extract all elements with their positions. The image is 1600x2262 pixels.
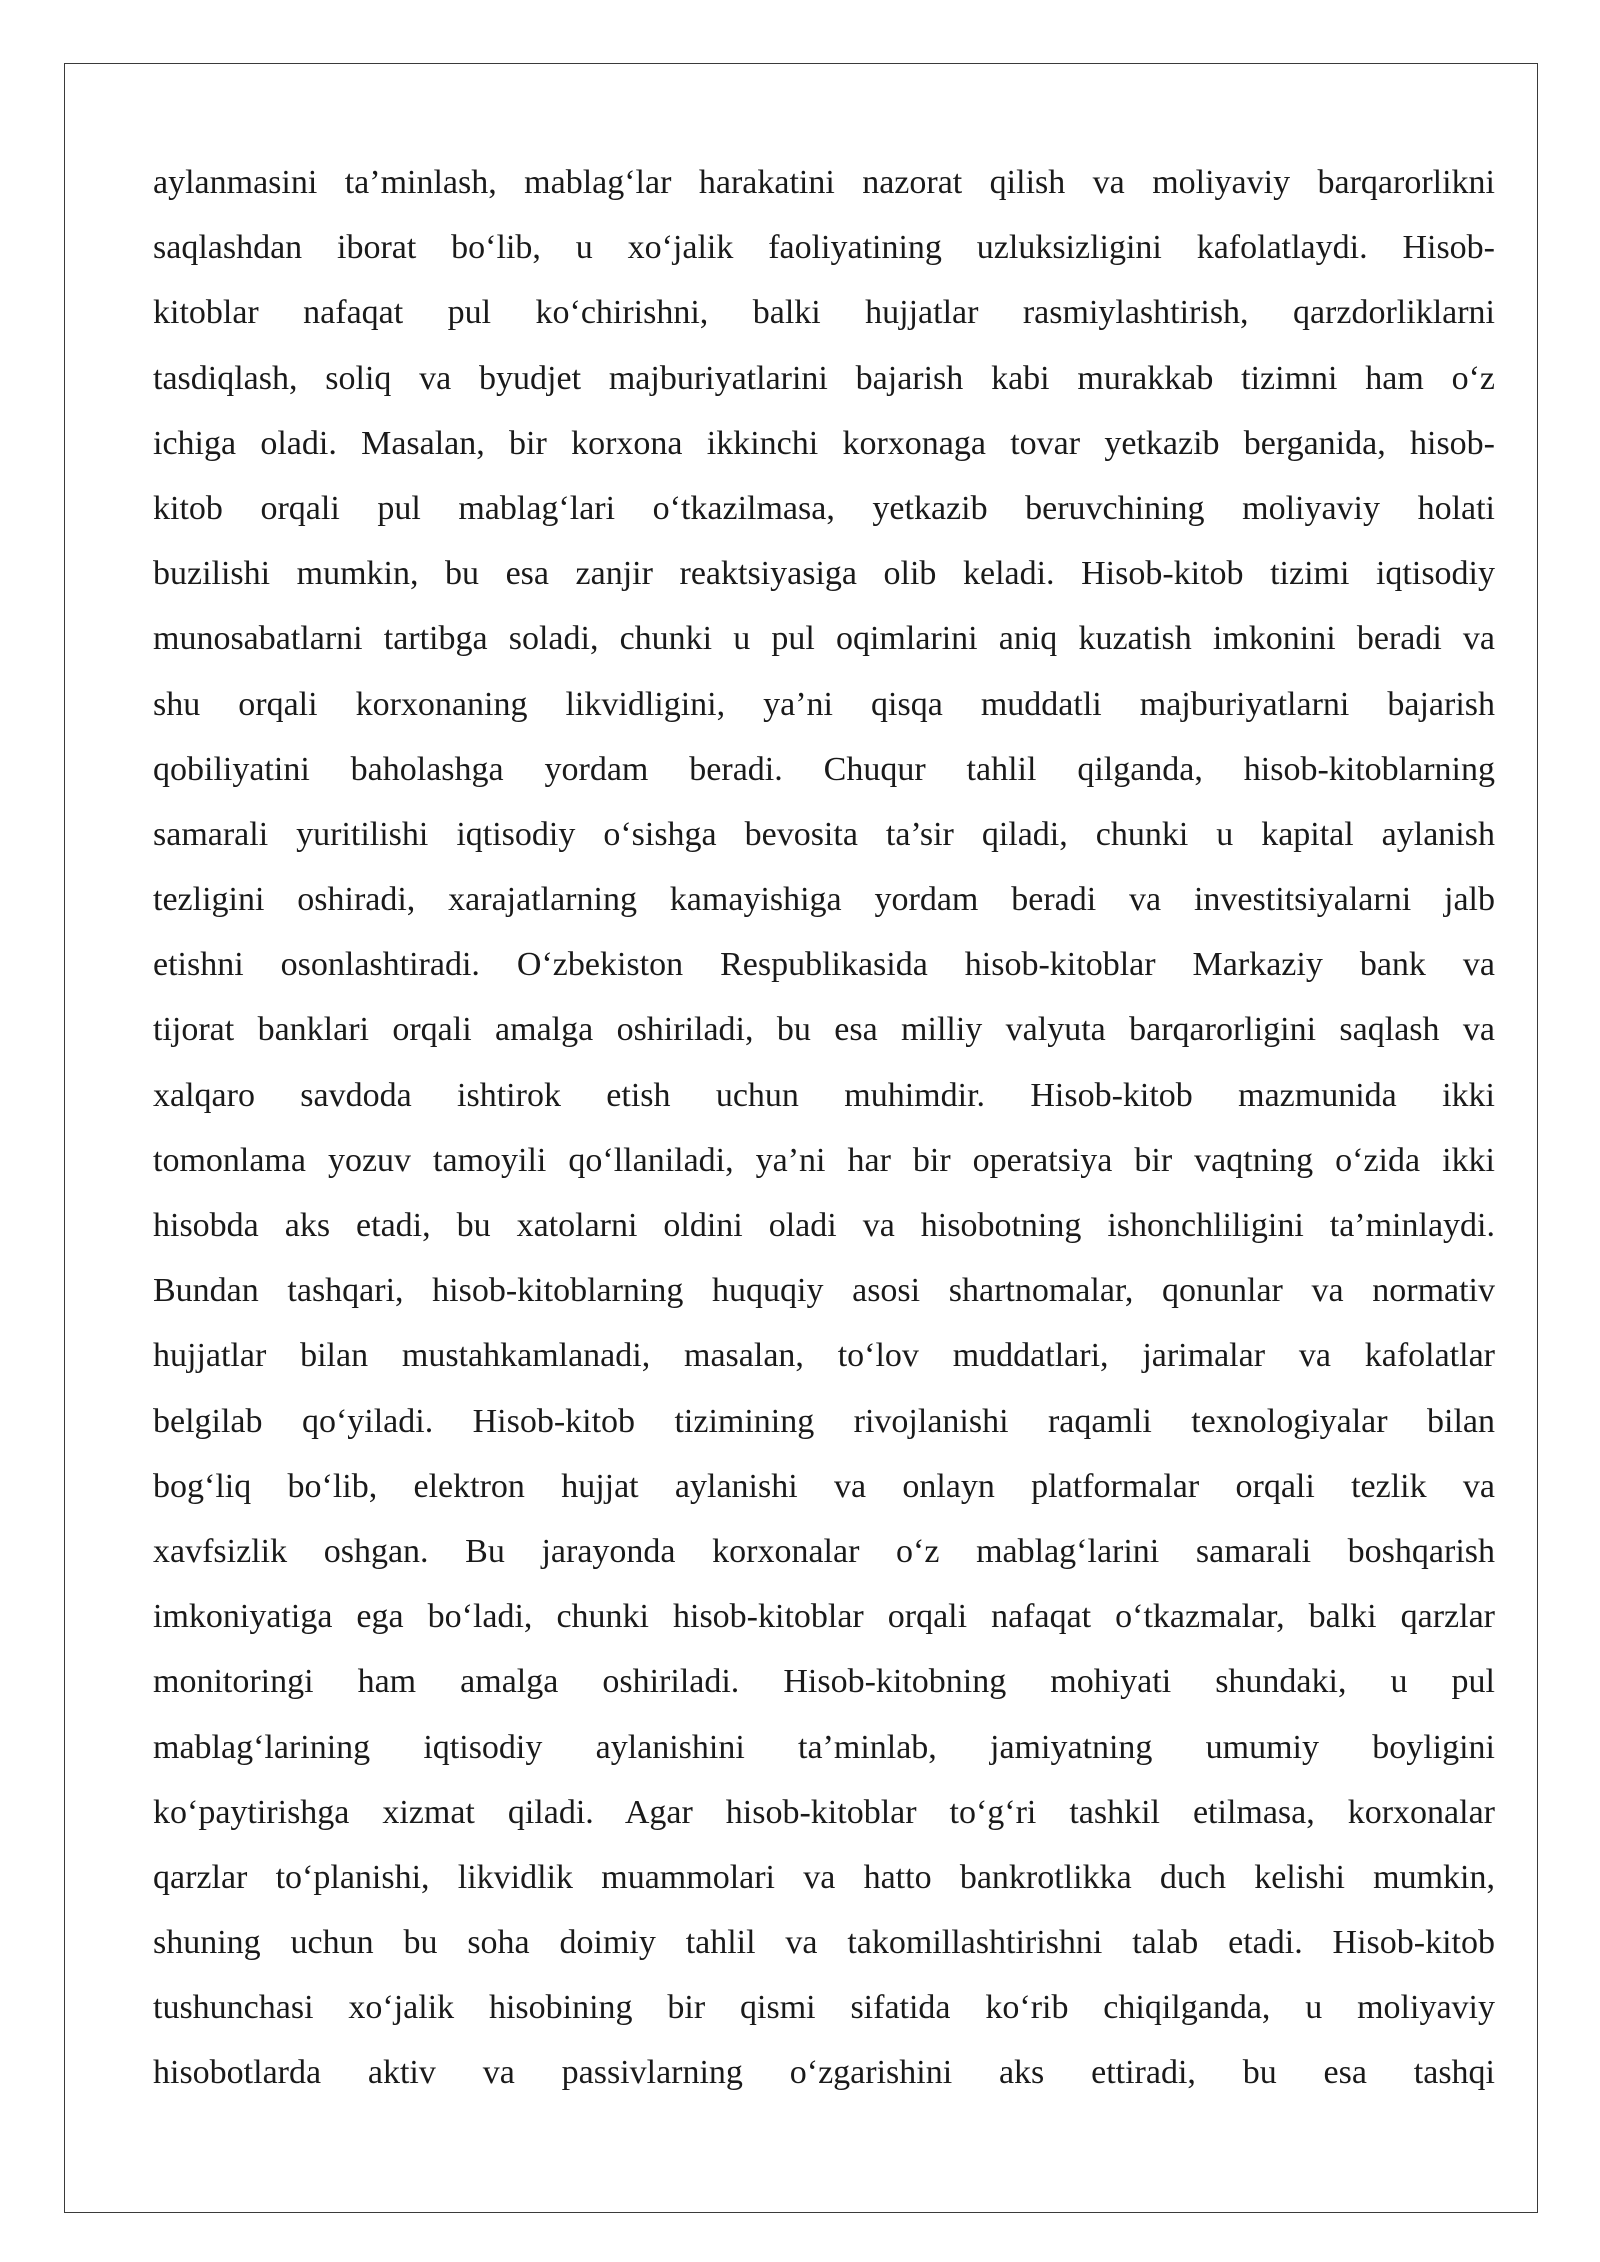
text-line: hujjatlar bilan mustahkamlanadi, masalan, to‘lov muddatlari, jarimalar va kafolatlar	[153, 1337, 1495, 1375]
text-line: shuning uchun bu soha doimiy tahlil va takomillashtirishni talab etadi. Hisob-kitob	[153, 1924, 1495, 1962]
text-line: shu orqali korxonaning likvidligini, ya’ni qisqa muddatli majburiyatlarni bajarish	[153, 685, 1495, 723]
text-line: belgilab qo‘yiladi. Hisob-kitob tizimining rivojlanishi raqamli texnologiyalar bilan	[153, 1402, 1495, 1440]
text-line: munosabatlarni tartibga soladi, chunki u pul oqimlarini aniq kuzatish imkonini beradi va	[153, 620, 1495, 658]
text-line: buzilishi mumkin, bu esa zanjir reaktsiyasiga olib keladi. Hisob-kitob tizimi iqtisodiy	[153, 555, 1495, 593]
text-line: Bundan tashqari, hisob-kitoblarning huquqiy asosi shartnomalar, qonunlar va normativ	[153, 1272, 1495, 1310]
text-line: samarali yuritilishi iqtisodiy o‘sishga bevosita ta’sir qiladi, chunki u kapital aylanish	[153, 815, 1495, 853]
text-line: saqlashdan iborat bo‘lib, u xo‘jalik faoliyatining uzluksizligini kafolatlaydi. Hisob-	[153, 229, 1495, 267]
text-line: tezligini oshiradi, xarajatlarning kamayishiga yordam beradi va investitsiyalarni jalb	[153, 881, 1495, 919]
text-line: xavfsizlik oshgan. Bu jarayonda korxonalar o‘z mablag‘larini samarali boshqarish	[153, 1532, 1495, 1570]
text-line: monitoringi ham amalga oshiriladi. Hisob-kitobning mohiyati shundaki, u pul	[153, 1663, 1495, 1701]
text-line: tijorat banklari orqali amalga oshiriladi, bu esa milliy valyuta barqarorligini saqlash va	[153, 1011, 1495, 1049]
text-line: kitoblar nafaqat pul ko‘chirishni, balki hujjatlar rasmiylashtirish, qarzdorliklarni	[153, 294, 1495, 332]
body-paragraph	[153, 150, 1495, 2106]
text-line: xalqaro savdoda ishtirok etish uchun muhimdir. Hisob-kitob mazmunida ikki	[153, 1076, 1495, 1114]
text-line: hisobda aks etadi, bu xatolarni oldini oladi va hisobotning ishonchliligini ta’minlaydi.	[153, 1207, 1495, 1244]
text-line: qobiliyatini baholashga yordam beradi. Chuqur tahlil qilganda, hisob-kitoblarning	[153, 750, 1495, 788]
text-line: etishni osonlashtiradi. O‘zbekiston Respublikasida hisob-kitoblar Markaziy bank va	[153, 946, 1495, 984]
text-line: tushunchasi xo‘jalik hisobining bir qismi sifatida ko‘rib chiqilganda, u moliyaviy	[153, 1989, 1495, 2027]
text-line: aylanmasini ta’minlash, mablag‘lar harakatini nazorat qilish va moliyaviy barqarorlikni	[153, 164, 1495, 201]
text-line: kitob orqali pul mablag‘lari o‘tkazilmasa, yetkazib beruvchining moliyaviy holati	[153, 489, 1495, 527]
text-line: imkoniyatiga ega bo‘ladi, chunki hisob-kitoblar orqali nafaqat o‘tkazmalar, balki qarzlar	[153, 1598, 1495, 1636]
text-line: qarzlar to‘planishi, likvidlik muammolari va hatto bankrotlikka duch kelishi mumkin,	[153, 1858, 1495, 1896]
text-line: mablag‘larining iqtisodiy aylanishini ta’minlab, jamiyatning umumiy boyligini	[153, 1728, 1495, 1766]
text-line: tomonlama yozuv tamoyili qo‘llaniladi, ya’ni har bir operatsiya bir vaqtning o‘zida ikki	[153, 1141, 1495, 1179]
text-line: hisobotlarda aktiv va passivlarning o‘zgarishini aks ettiradi, bu esa tashqi	[153, 2054, 1495, 2092]
text-line: tasdiqlash, soliq va byudjet majburiyatlarini bajarish kabi murakkab tizimni ham o‘z	[153, 359, 1495, 397]
text-line: ko‘paytirishga xizmat qiladi. Agar hisob-kitoblar to‘g‘ri tashkil etilmasa, korxonalar	[153, 1793, 1495, 1831]
text-line: bog‘liq bo‘lib, elektron hujjat aylanishi va onlayn platformalar orqali tezlik va	[153, 1467, 1495, 1505]
text-line: ichiga oladi. Masalan, bir korxona ikkinchi korxonaga tovar yetkazib berganida, hisob-	[153, 424, 1495, 462]
